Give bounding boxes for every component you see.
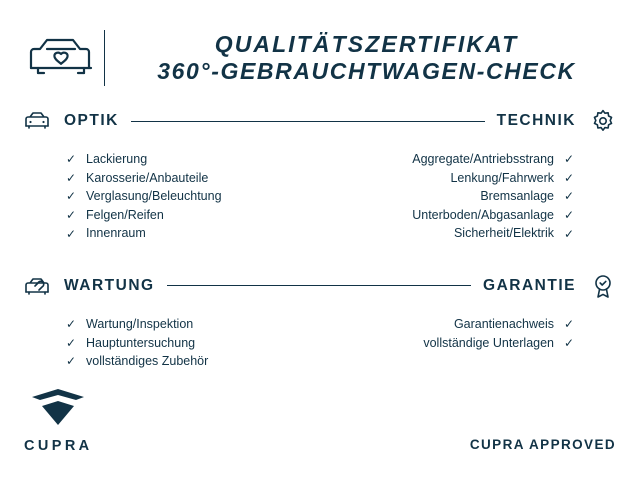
- check-icon: ✓: [66, 226, 77, 241]
- check-icon: ✓: [563, 335, 574, 350]
- items-garantie: [320, 315, 618, 371]
- list-item: ✓ Karosserie/Anbauteile: [66, 170, 209, 185]
- list-item: ✓ Verglasung/Beleuchtung: [66, 189, 222, 204]
- header-titles: [127, 31, 612, 85]
- document-footer: [0, 387, 640, 454]
- items-row: [22, 150, 618, 243]
- page-title: QUALITÄTSZERTIFIKAT: [214, 30, 519, 57]
- list-item: ✓ Lackierung: [66, 152, 148, 167]
- award-seal-icon: [588, 273, 618, 299]
- section-title-optik: OPTIK: [64, 112, 119, 129]
- list-item: ✓ Garantienachweis: [453, 316, 574, 332]
- list-item: ✓ Bremsanlage: [480, 189, 574, 204]
- section-head-optik: [22, 108, 119, 134]
- check-icon: ✓: [66, 208, 77, 223]
- items-optik: [22, 150, 320, 243]
- check-icon: ✓: [563, 170, 574, 185]
- check-icon: ✓: [66, 170, 77, 185]
- brand-wordmark: CUPRA: [24, 438, 93, 454]
- section-header-row: [22, 269, 618, 303]
- check-icon: ✓: [563, 226, 574, 241]
- section-title-technik: TECHNIK: [496, 112, 576, 129]
- list-item: ✓ Aggregate/Antriebsstrang: [412, 152, 574, 167]
- section-head-garantie: [483, 273, 618, 299]
- list-item: ✓ Hauptuntersuchung: [66, 335, 196, 350]
- brand-block: [24, 387, 93, 454]
- car-front-icon: [22, 108, 52, 134]
- items-row: [22, 315, 618, 371]
- items-wartung: [22, 315, 320, 371]
- check-icon: ✓: [66, 354, 77, 369]
- check-icon: ✓: [66, 335, 77, 350]
- list-item: ✓ Lenkung/Fahrwerk: [450, 170, 574, 185]
- section-header-row: [22, 104, 618, 138]
- check-icon: ✓: [563, 317, 574, 332]
- car-service-icon: [22, 273, 52, 299]
- items-technik: [320, 150, 618, 243]
- list-item: ✓ vollständiges Zubehör: [66, 354, 209, 369]
- car-with-heart-icon: [24, 30, 98, 86]
- section-title-garantie: GARANTIE: [483, 276, 576, 294]
- list-item: ✓ vollständige Unterlagen: [423, 335, 574, 350]
- gear-icon: [588, 108, 618, 134]
- check-icon: ✓: [563, 189, 574, 204]
- approved-label: CUPRA APPROVED: [469, 437, 616, 452]
- list-item: ✓ Innenraum: [66, 226, 146, 241]
- check-icon: ✓: [563, 152, 574, 167]
- check-icon: ✓: [66, 152, 77, 167]
- list-item: ✓ Sicherheit/Elektrik: [453, 226, 574, 241]
- list-item: ✓ Unterboden/Abgasanlage: [412, 207, 574, 223]
- cupra-logo-icon: [30, 387, 86, 432]
- page-subtitle: 360°-GEBRAUCHTWAGEN-CHECK: [157, 58, 576, 84]
- section-wartung-garantie: [0, 269, 640, 371]
- section-head-technik: [497, 108, 618, 134]
- list-item: ✓ Felgen/Reifen: [66, 207, 164, 223]
- section-optik-technik: [0, 104, 640, 243]
- check-icon: ✓: [563, 208, 574, 223]
- section-title-wartung: WARTUNG: [64, 276, 155, 294]
- list-item: ✓ Wartung/Inspektion: [66, 316, 194, 332]
- check-icon: ✓: [66, 189, 77, 204]
- header-divider: [104, 30, 105, 86]
- check-icon: ✓: [66, 317, 77, 332]
- section-head-wartung: [22, 273, 155, 299]
- section-rule: [131, 121, 485, 122]
- section-rule: [167, 285, 471, 286]
- document-header: [0, 0, 640, 104]
